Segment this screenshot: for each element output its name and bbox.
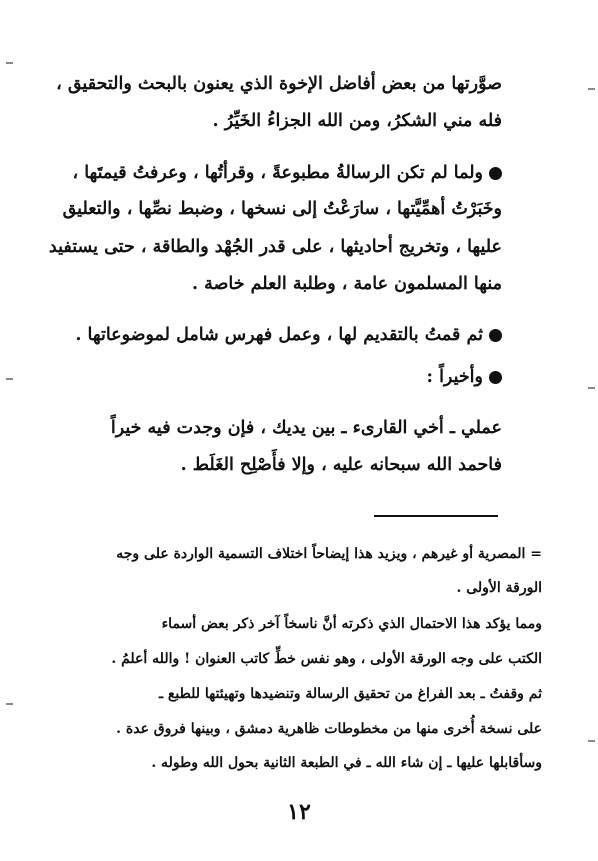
footnote-line-4: الكتب على وجه الورقة الأولى ، وهو نفس خطِّ كاتب العنوان ! والله أعلمُ . bbox=[111, 651, 542, 667]
footnote-line-1: = المصرية أو غيرهم ، ويزيد هذا إيضاحاً اختلاف التسمية الواردة على وجه bbox=[116, 546, 542, 562]
scan-margin-mark bbox=[6, 703, 13, 705]
body-line-2: فله مني الشكرُ، ومن الله الجزاءُ الخَيِّرُ . bbox=[212, 111, 502, 131]
scan-margin-mark bbox=[588, 387, 595, 389]
footnote-line-3: ومما يؤكد هذا الاحتمال الذي ذكرته أنَّ ناسخاً آخر ذكر بعض أسماء bbox=[161, 616, 542, 632]
body-line-1: صوَّرتها من بعض أفاضل الإخوة الذي يعنون بالبحث والتحقيق ، bbox=[56, 74, 502, 94]
body-paragraph-bullet-line bbox=[72, 163, 502, 183]
body-line-4: وخَبَرْتُ أهمِّيَّتها ، سارَعْتُ إلى نسخها ، وضبط نصِّها ، والتعليق bbox=[62, 199, 502, 219]
bullet-icon bbox=[489, 167, 502, 180]
body-line-7: ثم قمتُ بالتقديم لها ، وعمل فهرس شامل لموضوعاتها . bbox=[75, 325, 483, 345]
body-line-5: عليها ، وتخريج أحاديثها ، على قدر الجُهْد والطاقة ، حتى يستفيد bbox=[48, 237, 502, 257]
footnote-line-2: الورقة الأولى . bbox=[456, 580, 542, 596]
footnote-line-6: على نسخة أُخرى منها من مخطوطات ظاهرية دمشق ، وبينها فروق عدة . bbox=[116, 721, 542, 737]
footnote-line-5: ثم وقفتُ ـ بعد الفراغ من تحقيق الرسالة وتنضيدها وتهيئتها للطبع ـ bbox=[158, 686, 542, 702]
body-line-6: منها المسلمون عامة ، وطلبة العلم خاصة . bbox=[191, 274, 502, 294]
scan-margin-mark bbox=[588, 740, 595, 742]
body-line-3: ولما لم تكن الرسالةُ مطبوعةً ، وقرأتُها ، وعرفتُ قيمتَها ، bbox=[72, 163, 483, 183]
scan-margin-mark bbox=[6, 62, 13, 64]
body-line-10: فاحمد الله سبحانه عليه ، وإلا فأَصْلِح الغَلَط . bbox=[180, 455, 502, 475]
footnote-separator bbox=[374, 515, 498, 517]
scan-margin-mark bbox=[588, 88, 595, 90]
bullet-icon bbox=[489, 371, 502, 384]
body-line-9: عملي ـ أخي القارىء ـ بين يديك ، فإن وجدت فيه خيراً bbox=[110, 418, 502, 438]
body-line-8: وأخيراً : bbox=[426, 367, 483, 387]
scan-margin-mark bbox=[6, 378, 13, 380]
bullet-icon bbox=[489, 329, 502, 342]
page-number: ١٢ bbox=[287, 799, 311, 825]
footnote-line-7: وسأقابلها عليها ـ إن شاء الله ـ في الطبعة الثانية بحول الله وطوله . bbox=[151, 755, 542, 771]
body-paragraph-bullet-line bbox=[427, 367, 502, 387]
body-paragraph-bullet-line bbox=[75, 325, 502, 345]
